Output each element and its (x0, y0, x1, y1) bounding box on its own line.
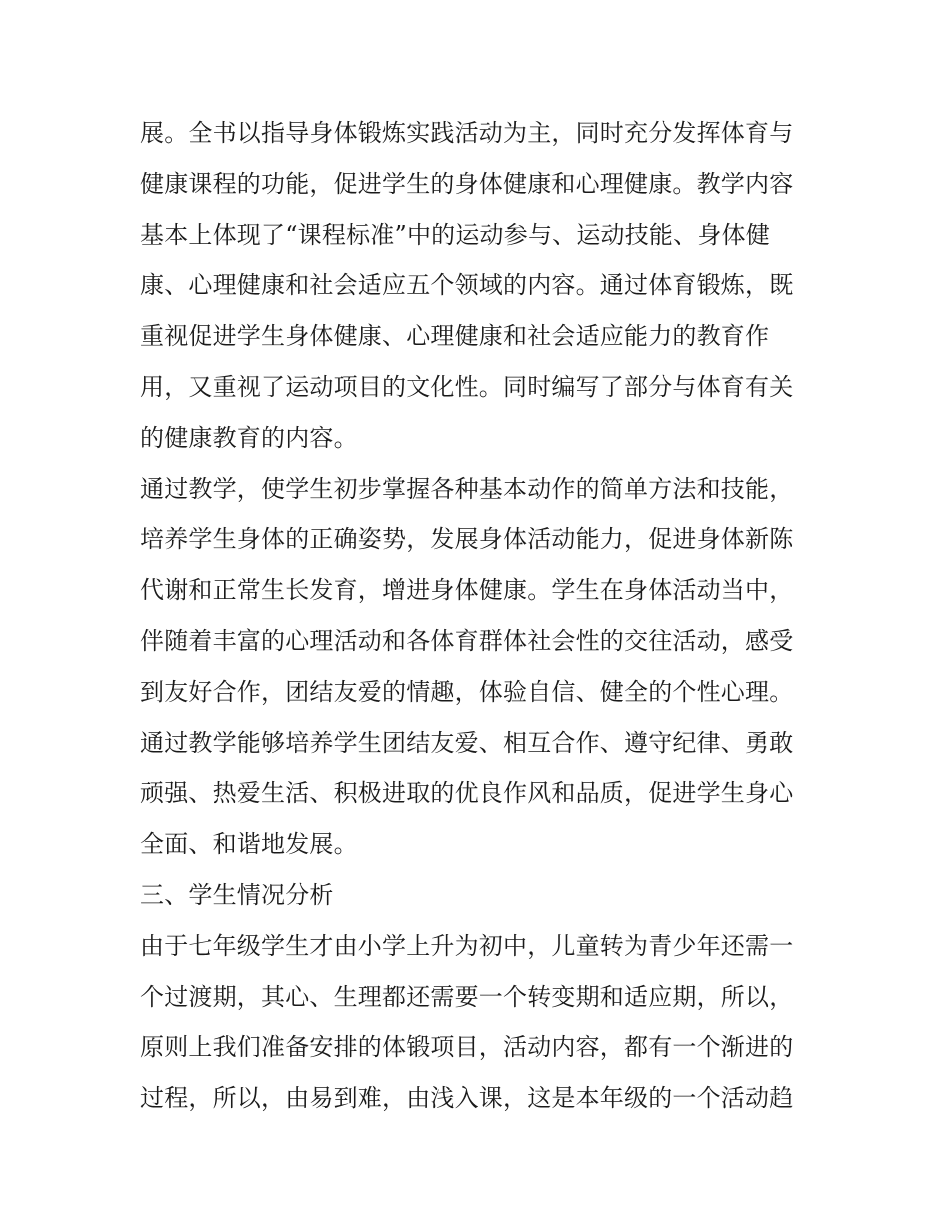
text-line: 个过渡期，其心、生理都还需要一个转变期和适应期，所以， (140, 982, 794, 1011)
text-line: 通过教学能够培养学生团结友爱、相互合作、遵守纪律、勇敢 (140, 728, 794, 757)
text-line: 培养学生身体的正确姿势，发展身体活动能力，促进身体新陈 (140, 525, 794, 554)
text-line: 原则上我们准备安排的体锻项目，活动内容，都有一个渐进的 (140, 1033, 794, 1062)
text-line: 伴随着丰富的心理活动和各体育群体社会性的交往活动，感受 (140, 626, 794, 655)
text-line: 展。全书以指导身体锻炼实践活动为主，同时充分发挥体育与 (140, 119, 794, 147)
text-line: 通过教学，使学生初步掌握各种基本动作的简单方法和技能， (140, 474, 794, 503)
text-line: 由于七年级学生才由小学上升为初中，儿童转为青少年还需一 (140, 931, 794, 960)
text-line: 康、心理健康和社会适应五个领域的内容。通过体育锻炼，既 (140, 271, 794, 300)
text-line: 健康课程的功能，促进学生的身体健康和心理健康。教学内容 (140, 169, 794, 198)
text-line: 代谢和正常生长发育，增进身体健康。学生在身体活动当中， (140, 576, 794, 605)
text-line: 的健康教育的内容。 (140, 423, 358, 452)
section-heading: 三、学生情况分析 (140, 880, 334, 909)
text-line: 到友好合作，团结友爱的情趣，体验自信、健全的个性心理。 (140, 677, 794, 706)
text-line: 过程，所以，由易到难，由浅入课，这是本年级的一个活动趋 (140, 1084, 794, 1113)
text-line: 重视促进学生身体健康、心理健康和社会适应能力的教育作 (140, 322, 770, 351)
text-line: 用，又重视了运动项目的文化性。同时编写了部分与体育有关 (140, 372, 794, 401)
text-line: 全面、和谐地发展。 (140, 830, 358, 859)
text-line: 顽强、热爱生活、积极进取的优良作风和品质，促进学生身心 (140, 779, 794, 808)
document-body (140, 108, 812, 1124)
text-line: 基本上体现了“课程标准”中的运动参与、运动技能、身体健 (140, 220, 770, 249)
